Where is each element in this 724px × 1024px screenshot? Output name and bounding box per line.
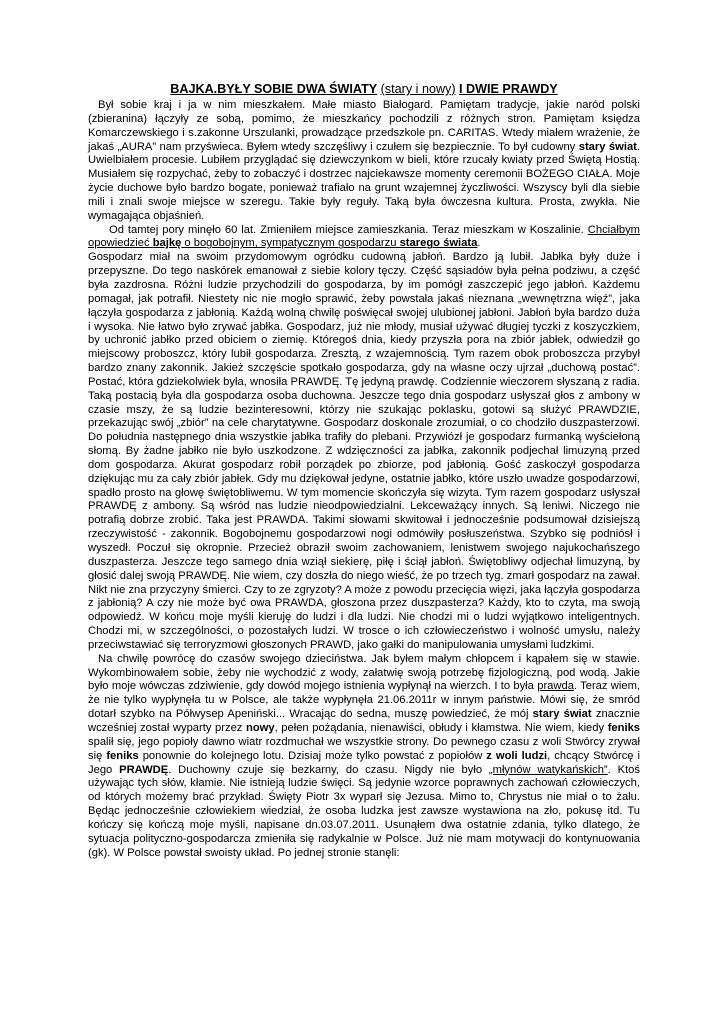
text-span: . Uwielbiałem procesie. Lubiłem przyglądać się dziewczynkom w bieli, które rzucały kwiaty przed Świętą Hostią. Musiałem się rozpychać, żeby to zobaczyć i dostrzec najciekawsze momenty ceremonii BOŻEGO CIAŁA. Moje życie duchowe było bardzo bogate, ponieważ trafiało na grunt wzajemnej życzliwości. Wszyscy byli dla siebie mili i znali swoje miejsce w szeregu. Takie były reguły. Taką była ówczesna kultura. Prosta, zwykła. Nie wymagająca objaśnień. (88, 140, 640, 222)
text-span: . (477, 237, 481, 250)
text-span: spalił się, jego popioły dawno wiatr rozdmuchał we wszystkie strony. Do pewnego czasu z woli Stwórcy zrywał się (88, 735, 640, 762)
paragraph-4 (88, 653, 640, 861)
underline-bold-span: bajkę (152, 237, 182, 250)
text-span: Gospodarz miał na swoim przydomowym ogródku cudowną jabłoń. Bardzo ją lubił. Jabłka były duże i przepyszne. Do tego naskórek emanował z siebie kolory tęczy. Część sąsiadów była pełna podziwu, a część była zazdrosna. Różni ludzie przychodzili do gospodarza, by im pomógł zaszczepić jego jabłoń. Każdemu pomagał, jak potrafił. Niestety nic nie mogło sprawić, żeby powstała jakaś nieznana „wewnętrzna więź”, jaka łączyła gospodarza z jabłonią. Każdą wolną chwilę poświęcał swojej ulubionej jabłoni. Jabłoń była bardzo duża i wysoka. Nie łatwo było zrywać jabłka. Gospodarz, już nie młody, musiał używać długiej tyczki z koszyczkiem, by uchronić jabłko przed obiciem o ziemię. Któregoś dnia, kiedy przyszła pora na zbiór jabłek, odwiedził go miejscowy proboszcz, który lubił gospodarza. Zresztą, z wzajemnością. Tym razem obok proboszcza przybył bardzo znany zakonnik. Jakież szczęście spotkało gospodarza, gdy na własne oczy ujrzał „duchową postać”. Postać, która gdziekolwiek była, wnosiła PRAWDĘ. Tę jedyną prawdę. Codziennie wieczorem słyszaną z radia. Taką postacią była dla gospodarza osoba duchowna. Jeszcze tego dnia gospodarz usłyszał głos z ambony w czasie mszy, że są ludzie bezinteresowni, którzy nie szukając poklasku, gotowi są służyć PRAWDZIE, przekazując swój „zbiór” na cele charytatywne. Gospodarz doskonale zrozumiał, o co chodziło duszpasterzowi. Do południa następnego dnia wszystkie jabłka trafiły do plebani. Przywiózł je gospodarz furmanką wyściełoną słomą. By żadne jabłko nie było uszkodzone. Z wdzięczności za jabłka, zakonnik podjechał limuzyną przed dom gospodarza. Akurat gospodarz robił porządek po zbiorze, pod jabłonią. Gość zaskoczył gospodarza dziękując mu za cały zbiór jabłek. Gdy mu dziękował jedyne, ostatnie jabłko, które uszło uwadze gospodarzowi, spadło prosto na głowę świętobliwemu. W tym momencie skończyła się wizyta. Tym razem gospodarz usłyszał PRAWDĘ z ambony. Są wśród nas ludzie nieodpowiedzialni. Lekceważący innych. Są leniwi. Niczego nie potrafią dobrze zrobić. Taka jest PRAWDA. Takimi słowami skwitował i jednocześnie podsumował dzisiejszą rzeczywistość - zakonnik. Bogobojnemu gospodarzowi nogi odmówiły posłuszeństwa. Szybko się podniósł i wyszedł. Poczuł się okropnie. Przecież obraził swoim zachowaniem, lenistwem swojego najukochańszego duszpasterza. Jeszcze tego samego dnia wziął siekierę, piłę i ściął jabłoń. Świętobliwy odjechał limuzyną, by głosić dalej swoją PRAWDĘ. Nie wiem, czy doszła do niego wieść, że po trzech tyg. zmarł gospodarz na zawał. Nikt nie zna przyczyny śmierci. Czy to ze zgryzoty? A może z powodu przecięcia więzi, jaka łączyła gospodarza z jabłonią? A czy nie może być owa PRAWDA, głoszona przez duszpasterza? Każdy, kto to czyta, ma swoją odpowiedź. W końcu moje myśli kieruję do ludzi i dla ludzi. Nie chodzi mi o ludzi wyjątkowo inteligentnych. Chodzi mi, w szczególności, o pozostałych ludzi. W trosce o ich człowieczeństwo i wolność umysłu, należy przeciwstawiać się terroryzmowi głoszonych PRAWD, jako gałki do manipulowania umysłami ludzkimi. (88, 251, 640, 651)
text-span: . Teraz wiem, że nie tylko wypłynęła tu w Polsce, ale także wypłynęła 21.06.2011r w innym państwie. Mówi się, że smród dotarł szybko na Półwysep Apeniński... Wracając do sedna, muszę powiedzieć, że mój (88, 680, 641, 721)
underline-span: „młynów watykańskich” (488, 763, 608, 776)
text-span: znacznie wcześniej został wyparty przez (88, 708, 640, 734)
text-span: Na chwilę powrócę do czasów swojego dzieciństwa. Jak byłem małym chłopcem i kąpałem się w stawie. Wykombinowałem sobie, żeby nie wychodzić z wody, załatwię swoją potrzebę fizjologiczną, pod wodą. Jakie było moje wówczas zdziwienie, gdy dowód mojego istnienia wypłynął na wierzch. I to była (88, 652, 640, 693)
bold-span: feniks (106, 749, 139, 762)
underline-span: prawda (537, 680, 574, 693)
text-span: Był sobie kraj i ja w nim mieszkałem. Małe miasto Białogard. Pamiętam tradycje, jakie naród polski (zbieranina) łączyły ze sobą, pomimo, że mieszkańcy pochodzili z różnych stron. Pamiętam księdza Komarczewskiego i s.zakonne Urszulanki, prowadzące przedszkole pn. CARITAS. Wtedy miałem wrażenie, że jakaś „AURA” nam przyświeca. Byłem wtedy szczęśliwy i czułem się bezpiecznie. To był cudowny (88, 99, 640, 153)
bold-span: z woli ludzi (486, 749, 548, 762)
bold-span: PRAWDĘ (119, 763, 169, 776)
underline-span: o bogobojnym, sympatycznym gospodarzu (184, 237, 397, 250)
text-span: ponownie do kolejnego lotu. Dzisiaj może tylko powstać z popiołów (142, 749, 483, 762)
document-title (88, 82, 640, 97)
bold-span: feniks (607, 721, 641, 734)
text-span: Od tamtej pory minęło 60 lat. Zmieniłem miejsce zamieszkania. Teraz mieszkam w Koszalinie. (109, 223, 584, 236)
bold-span: stary świat (578, 140, 637, 153)
document-page (88, 82, 640, 860)
text-span: , pełen pożądania, nienawiści, obłudy i kłamstwa. Nie wiem, kiedy (274, 721, 605, 734)
title-end: I DWIE PRAWDY (459, 82, 558, 96)
title-main: BAJKA.BYŁY SOBIE DWA ŚWIATY (170, 82, 378, 96)
paragraph-3 (88, 251, 640, 652)
paragraph-1 (88, 99, 640, 224)
bold-span: nowy (245, 721, 275, 734)
bold-span: stary świat (532, 708, 592, 721)
underline-bold-span: starego świata (399, 237, 478, 250)
text-span: , chcący Stwórcę i Jego (88, 749, 641, 776)
paragraph-2 (88, 224, 640, 252)
text-span: . Ktoś używając tych słów, kłamie. Nie istnieją ludzie święci. Są jedynie wzorce poprawnych zachowań człowieczych, od których możemy brać przykład. Święty Piotr 3x wyparł się Jezusa. Mimo to, Chrystus nie miał o to żalu. Będąc jednocześnie człowiekiem wiedział, że osoba ludzka jest zawsze wystawiona na zło, pokusę itd. Tu kończy się kończą moje myśli, napisane dn.03.07.2011. Usunąłem dwa ostatnie zdania, tylko dlatego, że sytuacja polityczno-gospodarcza zmieniła się radykalnie w Polsce. Już nie mam motywacji do kontynuowania (gk). W Polsce powstał swoisty układ. Po jednej stronie stanęli: (88, 763, 640, 859)
title-subtitle: (stary i nowy) (380, 82, 456, 96)
underline-span: Chciałbym opowiedzieć (88, 223, 641, 250)
text-span: . Duchowny czuje się bezkarny, do czasu. Nigdy nie było (168, 763, 483, 776)
